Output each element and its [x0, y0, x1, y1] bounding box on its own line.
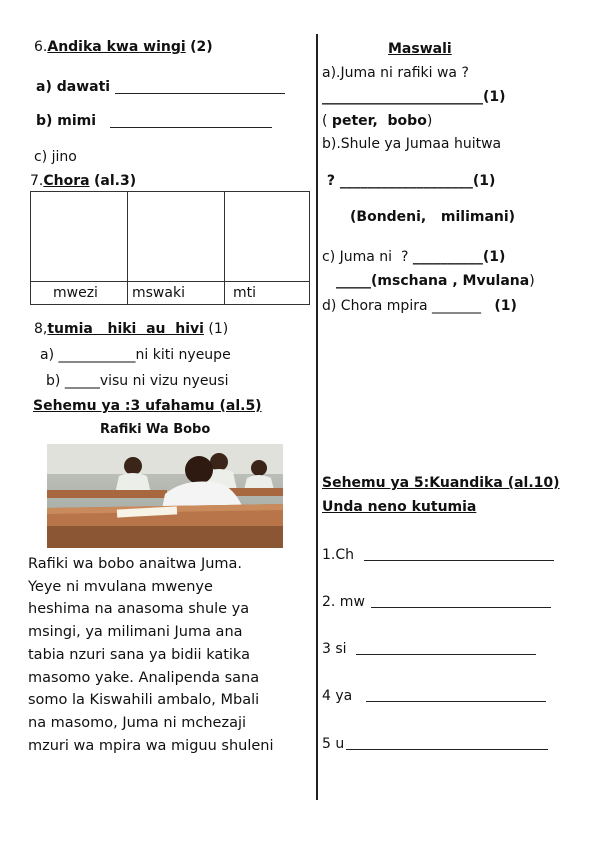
qb-text: b).Shule ya Jumaa huitwa [322, 136, 502, 152]
column-divider [316, 34, 318, 800]
q6a-label: a) dawati [36, 79, 111, 95]
q8a-line: a) ___________ni kiti nyeupe [40, 347, 231, 363]
word-5-line[interactable] [346, 749, 548, 750]
qa-answer-line[interactable]: _______________________(1) [322, 89, 506, 105]
qc-line: c) Juma ni ? __________(1) [322, 249, 506, 265]
passage-line: mzuri wa mpira wa miguu shuleni [28, 737, 274, 754]
word-2-label: 2. mw [322, 594, 365, 610]
passage [28, 553, 313, 757]
word-3-line[interactable] [356, 654, 536, 655]
passage-line: Yeye ni mvulana mwenye [28, 578, 213, 595]
qc-options-blank[interactable]: _____ [336, 273, 371, 289]
qc-blank[interactable]: __________(1) [412, 249, 506, 265]
passage-line: tabia nzuri sana ya bidii katika [28, 646, 250, 663]
word-4-label: 4 ya [322, 688, 353, 704]
q7-heading: 7.Chora (al.3) [30, 173, 137, 189]
qb-answer-line[interactable]: ? ___________________(1) [322, 173, 496, 189]
draw-label-mswaki: mswaki [128, 282, 225, 305]
q6-heading: 6.Andika kwa wingi (2) [34, 39, 213, 55]
passage-line: somo la Kiswahili ambalo, Mbali [28, 692, 260, 709]
section5-title: Sehemu ya 5:Kuandika (al.10) [322, 475, 560, 491]
word-1-label: 1.Ch [322, 547, 355, 563]
story-title: Rafiki Wa Bobo [100, 422, 211, 437]
qd-blank[interactable]: _______ [432, 298, 481, 314]
q8b-blank[interactable]: _____ [64, 373, 100, 389]
draw-label-mti: mti [225, 282, 310, 305]
draw-label-mwezi: mwezi [31, 282, 128, 305]
q6-title: Andika kwa wingi [47, 39, 186, 55]
draw-box-mswaki[interactable] [128, 192, 225, 282]
draw-box-mwezi[interactable] [31, 192, 128, 282]
qa-text: a).Juma ni rafiki wa ? [322, 65, 469, 81]
draw-box-mti[interactable] [225, 192, 310, 282]
q6b-label: b) mimi [36, 113, 97, 129]
word-1-line[interactable] [364, 560, 554, 561]
q6b-answer-line[interactable] [110, 127, 272, 128]
qb-options: (Bondeni, milimani) [350, 209, 516, 225]
drawing-table [30, 191, 310, 305]
questions-title: Maswali [388, 41, 452, 57]
qa-options: ( peter, bobo) [322, 113, 433, 129]
section5-subtitle: Unda neno kutumia [322, 499, 477, 515]
qc-options: _____(mschana , Mvulana) [336, 273, 535, 289]
classroom-photo [47, 444, 283, 548]
word-3-label: 3 si [322, 641, 347, 657]
section3-title: Sehemu ya :3 ufahamu (al.5) [33, 398, 262, 414]
q6c-label: c) jino [34, 149, 77, 165]
passage-line: heshima na anasoma shule ya [28, 601, 250, 618]
word-2-line[interactable] [371, 607, 551, 608]
passage-line: masomo yake. Analipenda sana [28, 669, 260, 686]
word-5-label: 5 u [322, 736, 345, 752]
word-4-line[interactable] [366, 701, 546, 702]
passage-line: na masomo, Juma ni mchezaji [28, 714, 247, 731]
q6a-answer-line[interactable] [115, 93, 285, 94]
passage-line: msingi, ya milimani Juma ana [28, 624, 243, 641]
passage-line: Rafiki wa bobo anaitwa Juma. [28, 556, 243, 572]
q8b-line: b) _____visu ni vizu nyeusi [46, 373, 229, 389]
q8a-blank[interactable]: ___________ [58, 347, 136, 363]
qd-line: d) Chora mpira _______ (1) [322, 298, 517, 314]
q8-heading: 8,tumia hiki au hivi (1) [34, 321, 229, 337]
